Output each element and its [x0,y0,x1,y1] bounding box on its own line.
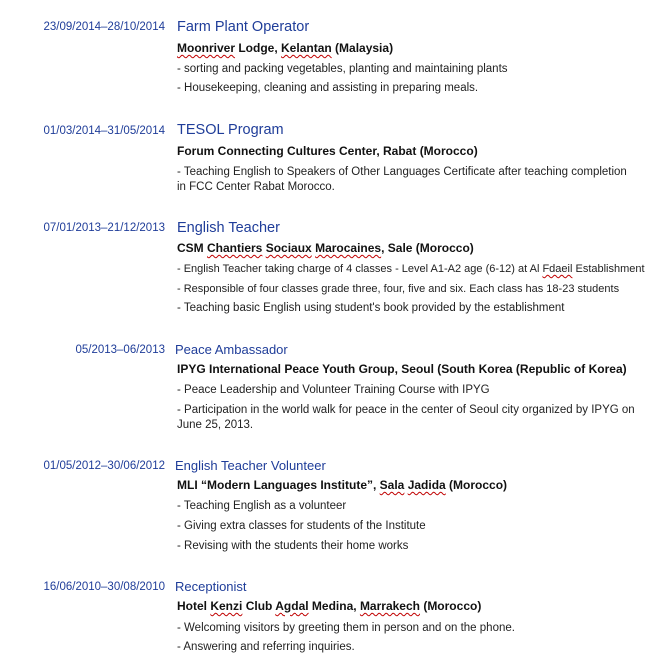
entry-title: Peace Ambassador [175,342,288,357]
entry-bullet: - Welcoming visitors by greeting them in person and on the phone. [177,622,515,634]
entry-employer: Moonriver Lodge, Kelantan (Malaysia) [177,41,394,55]
entry-bullet: - sorting and packing vegetables, planting and maintaining plants [177,63,508,75]
entry-dates: 05/2013–06/2013 [75,344,165,356]
entry-bullet: - Giving extra classes for students of the Institute [177,520,426,532]
entry-title: TESOL Program [177,122,284,138]
entry-bullet: - Peace Leadership and Volunteer Training Course with IPYG [177,384,490,396]
entry-title: Receptionist [175,579,247,594]
entry-bullet: - Teaching English to Speakers of Other Languages Certificate after teaching completion in FCC Center Rabat Morocco. [177,166,627,193]
entry-bullet: - Teaching English as a volunteer [177,500,347,512]
entry-title: English Teacher [177,220,280,236]
entry-bullet: - English Teacher taking charge of 4 classes - Level A1-A2 age (6-12) at Al Fdaeil Establishment [177,263,645,275]
entry-employer: Forum Connecting Cultures Center, Rabat (Morocco) [177,144,478,158]
entry-dates: 01/03/2014–31/05/2014 [43,125,165,137]
entry-dates: 01/05/2012–30/06/2012 [43,460,165,472]
entry-bullet: - Participation in the world walk for peace in the center of Seoul city organized by IPYG on June 25, 2013. [177,404,635,431]
entry-dates: 07/01/2013–21/12/2013 [43,222,165,234]
entry-bullet: - Revising with the students their home works [177,540,409,552]
entry-bullet: - Housekeeping, cleaning and assisting in preparing meals. [177,82,479,94]
entry-employer: IPYG International Peace Youth Group, Seoul (South Korea (Republic of Korea) [177,362,627,376]
entry-title: English Teacher Volunteer [175,458,326,473]
entry-employer: Hotel Kenzi Club Agdal Medina, Marrakech (Morocco) [177,599,482,613]
entry-dates: 16/06/2010–30/08/2010 [43,581,165,593]
entry-employer: MLI “Modern Languages Institute”, Sala Jadida (Morocco) [177,478,508,492]
entry-bullet: - Responsible of four classes grade three, four, five and six. Each class has 18-23 students [177,283,620,295]
entry-employer: CSM Chantiers Sociaux Marocaines, Sale (Morocco) [177,241,474,255]
entry-title: Farm Plant Operator [177,19,310,35]
entry-bullet: - Teaching basic English using student's book provided by the establishment [177,302,565,314]
entry-bullet: - Answering and referring inquiries. [177,641,355,653]
entry-dates: 23/09/2014–28/10/2014 [43,21,165,33]
